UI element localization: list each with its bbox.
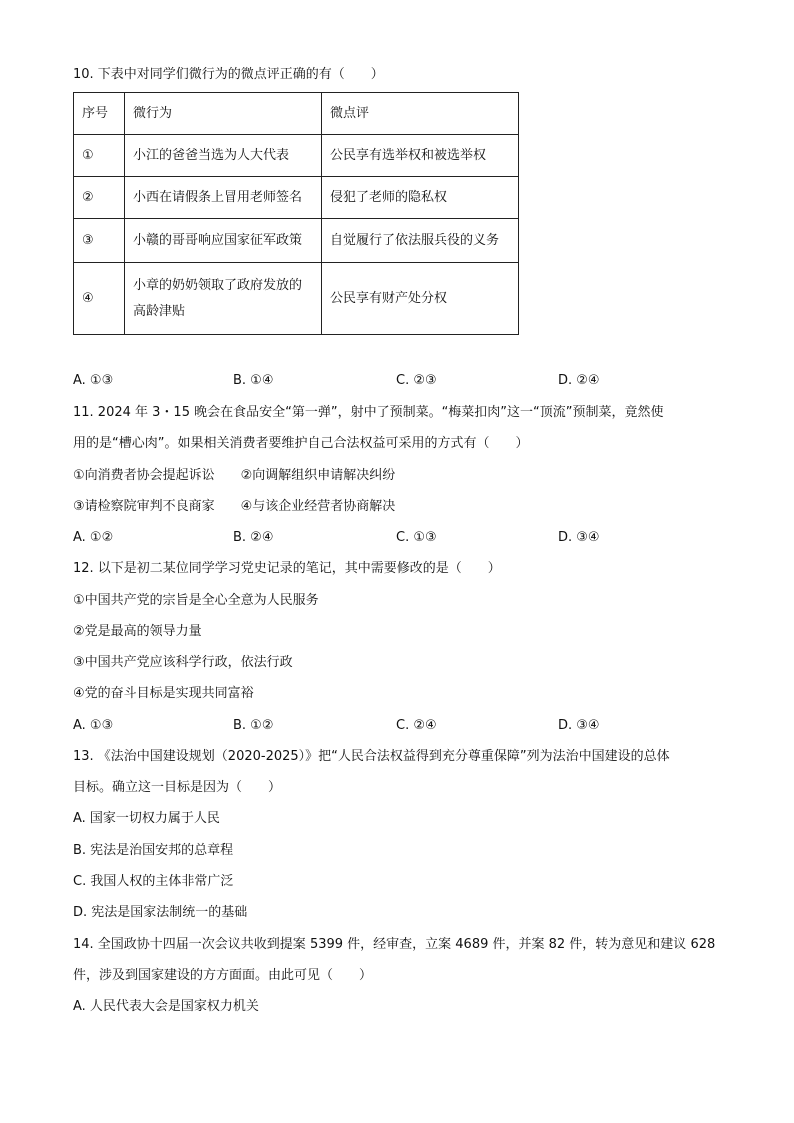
q13-stem-line2: 目标。确立这一目标是因为（ ）	[73, 780, 282, 795]
q13-stem-line1: 13. 《法治中国建设规划（2020-2025）》把“人民合法权益得到充分尊重保障”列为法治中国建设的总体	[73, 749, 670, 764]
table-cell: ②	[74, 177, 125, 219]
q11-option-a: A. ①②	[73, 530, 114, 545]
table-cell-line: 小章的奶奶领取了政府发放的	[133, 277, 303, 293]
table-cell: 小西在请假条上冒用老师签名	[125, 177, 322, 219]
q14-stem-line1: 14. 全国政协十四届一次会议共收到提案 5399 件，经审查，立案 4689 件，并案 82 件，转为意见和建议 628	[73, 937, 716, 952]
table-header-cell: 微点评	[322, 93, 519, 135]
q11-option-b: B. ②④	[233, 530, 274, 545]
table-row	[74, 219, 519, 263]
q12-stem: 12. 以下是初二某位同学学习党史记录的笔记，其中需要修改的是（ ）	[73, 561, 501, 576]
q11-items-line1: ①向消费者协会提起诉讼 ②向调解组织申请解决纠纷	[73, 468, 396, 483]
q13-option-d: D. 宪法是国家法制统一的基础	[73, 905, 248, 920]
table-cell: 公民享有选举权和被选举权	[322, 135, 519, 177]
q13-option-a: A. 国家一切权力属于人民	[73, 811, 220, 826]
q13-option-b: B. 宪法是治国安邦的总章程	[73, 843, 234, 858]
q12-item-4: ④党的奋斗目标是实现共同富裕	[73, 686, 254, 701]
table-cell: ③	[74, 219, 125, 263]
table-header-cell: 微行为	[125, 93, 322, 135]
q11-option-d: D. ③④	[558, 530, 600, 545]
table-row	[74, 263, 519, 335]
q12-option-b: B. ①②	[233, 718, 274, 733]
q12-item-3: ③中国共产党应该科学行政，依法行政	[73, 655, 293, 670]
q14-option-a: A. 人民代表大会是国家权力机关	[73, 999, 259, 1014]
q10-option-b: B. ①④	[233, 373, 274, 388]
q11-stem-line1: 11. 2024 年 3・15 晚会在食品安全“第一弹”，射中了预制菜。“梅菜扣肉”这一“顶流”预制菜，竟然使	[73, 405, 664, 420]
q10-table	[73, 92, 519, 335]
table-cell: 公民享有财产处分权	[322, 263, 519, 335]
q10-option-a: A. ①③	[73, 373, 114, 388]
q10-option-c: C. ②③	[396, 373, 437, 388]
q12-item-2: ②党是最高的领导力量	[73, 624, 202, 639]
table-cell: 自觉履行了依法服兵役的义务	[322, 219, 519, 263]
table-row	[74, 177, 519, 219]
q13-option-c: C. 我国人权的主体非常广泛	[73, 874, 234, 889]
q14-stem-line2: 件，涉及到国家建设的方方面面。由此可见（ ）	[73, 968, 373, 983]
q11-items-line2: ③请检察院审判不良商家 ④与该企业经营者协商解决	[73, 499, 396, 514]
q12-item-1: ①中国共产党的宗旨是全心全意为人民服务	[73, 593, 319, 608]
table-cell: ①	[74, 135, 125, 177]
q11-stem-line2: 用的是“槽心肉”。如果相关消费者要维护自己合法权益可采用的方式有（ ）	[73, 436, 529, 451]
table-header-row	[74, 93, 519, 135]
table-header-cell: 序号	[74, 93, 125, 135]
q12-option-d: D. ③④	[558, 718, 600, 733]
q12-option-c: C. ②④	[396, 718, 437, 733]
q12-option-a: A. ①③	[73, 718, 114, 733]
table-cell-line: 高龄津贴	[133, 303, 186, 319]
q10-stem: 10. 下表中对同学们微行为的微点评正确的有（ ）	[73, 67, 384, 82]
q11-option-c: C. ①③	[396, 530, 437, 545]
table-cell	[125, 263, 322, 335]
table-cell: 小赣的哥哥响应国家征军政策	[125, 219, 322, 263]
q10-option-d: D. ②④	[558, 373, 600, 388]
table-cell: ④	[74, 263, 125, 335]
table-cell: 侵犯了老师的隐私权	[322, 177, 519, 219]
table-cell: 小江的爸爸当选为人大代表	[125, 135, 322, 177]
table-row	[74, 135, 519, 177]
